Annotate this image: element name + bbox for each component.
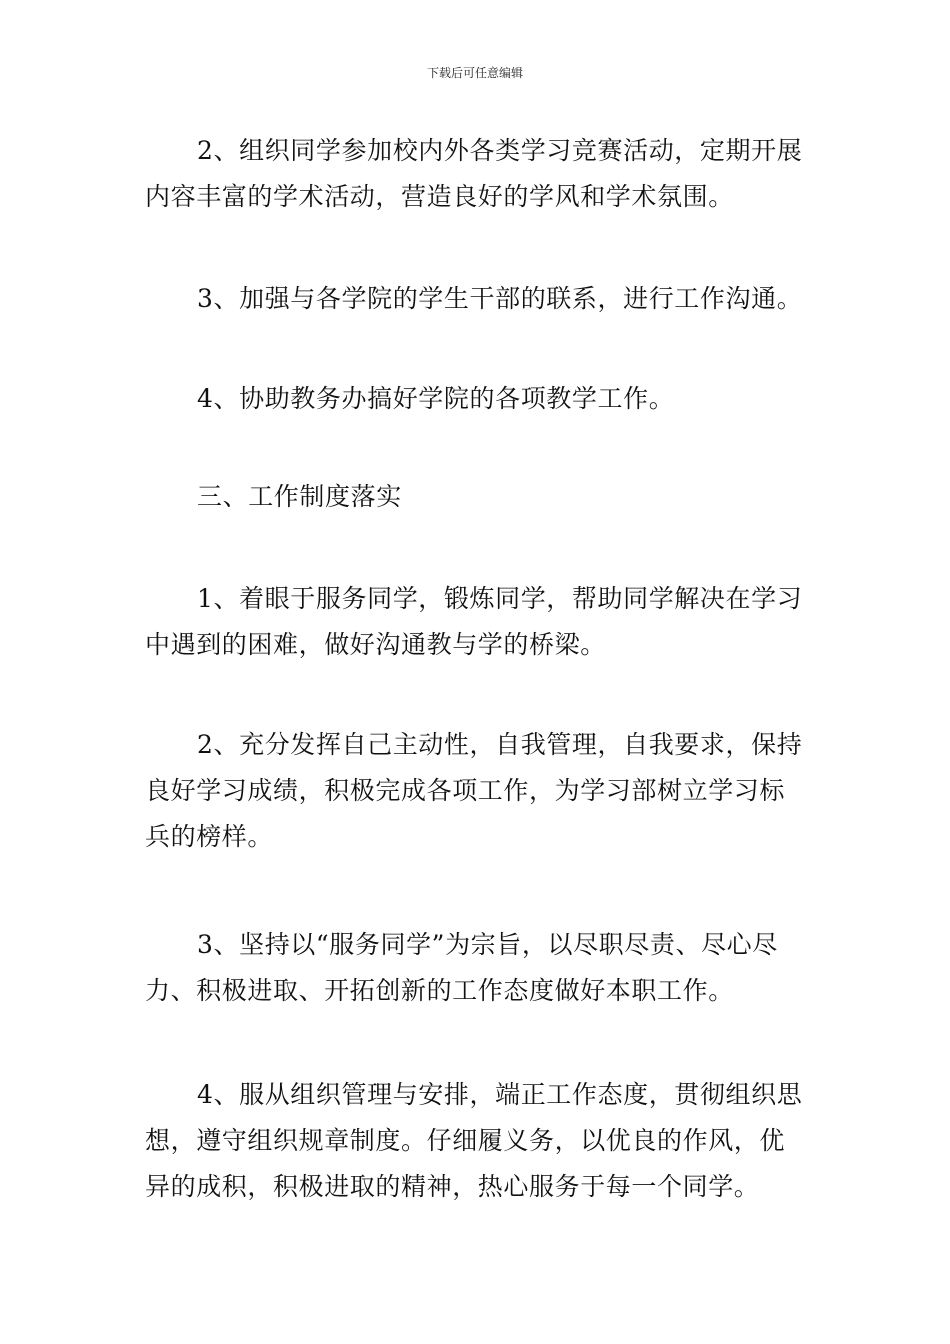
section-heading: 三、工作制度落实 <box>197 482 402 511</box>
paragraph-line: 3、坚持以“服务同学”为宗旨，以尽职尽责、尽心尽 <box>197 930 778 959</box>
paragraph-line: 想，遵守组织规章制度。仔细履义务，以优良的作风，优 <box>145 1126 786 1155</box>
paragraph-line: 良好学习成绩，积极完成各项工作，为学习部树立学习标 <box>145 776 786 805</box>
paragraph-line: 力、积极进取、开拓创新的工作态度做好本职工作。 <box>145 976 734 1005</box>
paragraph-1-serve-students <box>145 576 807 668</box>
paragraph-4-obey-organization <box>145 1072 807 1210</box>
paragraph-line: 1、着眼于服务同学，锻炼同学，帮助同学解决在学习 <box>197 584 803 613</box>
paragraph-2-academic-activities <box>145 128 807 220</box>
header-note: 下载后可任意编辑 <box>426 66 523 80</box>
paragraph-3-purpose <box>145 922 807 1014</box>
paragraph-line: 4、服从组织管理与安排，端正工作态度，贯彻组织思 <box>197 1080 803 1109</box>
paragraph-line: 内容丰富的学术活动，营造良好的学风和学术氛围。 <box>145 182 734 211</box>
paragraph-line: 4、协助教务办搞好学院的各项教学工作。 <box>197 384 675 413</box>
paragraph-line: 兵的榜样。 <box>145 822 274 851</box>
paragraph-line: 2、充分发挥自己主动性，自我管理，自我要求，保持 <box>197 730 803 759</box>
section-heading-work-system <box>145 474 807 520</box>
paragraph-line: 中遇到的困难，做好沟通教与学的桥梁。 <box>145 630 606 659</box>
paragraph-4-teaching-assist <box>145 376 807 422</box>
paragraph-line: 3、加强与各学院的学生干部的联系，进行工作沟通。 <box>197 284 803 313</box>
paragraph-line: 异的成积，积极进取的精神，热心服务于每一个同学。 <box>145 1172 760 1201</box>
paragraph-2-initiative <box>145 722 807 860</box>
paragraph-line: 2、组织同学参加校内外各类学习竞赛活动，定期开展 <box>197 136 803 165</box>
paragraph-3-cadre-contact <box>145 276 807 322</box>
